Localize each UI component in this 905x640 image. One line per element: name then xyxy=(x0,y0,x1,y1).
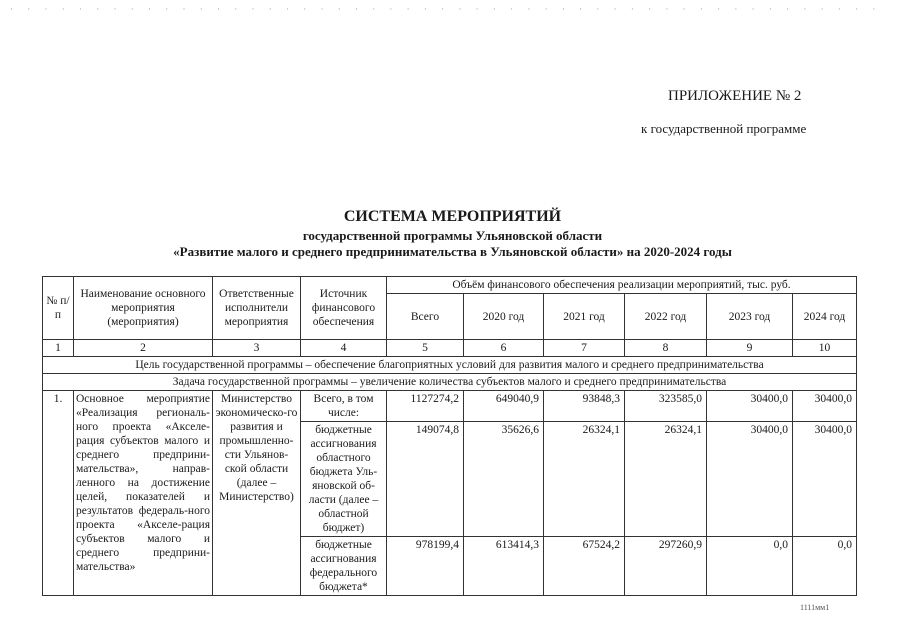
measures-table xyxy=(42,276,857,596)
col-number-1: 1 xyxy=(43,340,74,357)
value-federal-all: 978199,4 xyxy=(387,537,464,596)
scan-code: 1111мм1 xyxy=(800,603,830,612)
source-federal: бюджетные ассигнования федерального бюджета* xyxy=(301,537,387,596)
task-row xyxy=(43,374,857,391)
value-total-2020: 649040,9 xyxy=(464,391,544,422)
header-volume: Объём финансового обеспечения реализации мероприятий, тыс. руб. xyxy=(387,277,857,294)
header-2023: 2023 год xyxy=(707,294,793,340)
header-2024: 2024 год xyxy=(793,294,857,340)
header-total: Всего xyxy=(387,294,464,340)
document-title: СИСТЕМА МЕРОПРИЯТИЙ xyxy=(343,208,562,225)
col-number-8: 8 xyxy=(625,340,707,357)
task-text: Задача государственной программы – увеличение количества субъектов малого и среднего предпринимательства xyxy=(43,374,857,391)
header-source: Источник финансового обеспечения xyxy=(301,277,387,340)
header-2021: 2021 год xyxy=(544,294,625,340)
source-regional: бюджетные ассигнования областного бюджета Уль-яновской об-ласти (далее – областной бюджет) xyxy=(301,422,387,537)
source-total: Всего, в том числе: xyxy=(301,391,387,422)
header-row-1 xyxy=(43,277,857,294)
header-2022: 2022 год xyxy=(625,294,707,340)
item-number: 1. xyxy=(43,391,74,596)
value-regional-2024: 30400,0 xyxy=(793,422,857,537)
value-total-all: 1127274,2 xyxy=(387,391,464,422)
scan-artifact-dots: · · · · · · · · · · · · · · · · · · · · · · · · · · · · · · · · · · · · · · · · · · · · · · · · · · · xyxy=(10,4,882,14)
value-federal-2023: 0,0 xyxy=(707,537,793,596)
item-row-total xyxy=(43,391,857,422)
appendix-label: ПРИЛОЖЕНИЕ № 2 xyxy=(668,88,802,104)
col-number-9: 9 xyxy=(707,340,793,357)
value-regional-2022: 26324,1 xyxy=(625,422,707,537)
value-federal-2022: 297260,9 xyxy=(625,537,707,596)
value-regional-2023: 30400,0 xyxy=(707,422,793,537)
value-federal-2024: 0,0 xyxy=(793,537,857,596)
value-total-2023: 30400,0 xyxy=(707,391,793,422)
document-subtitle-1: государственной программы Ульяновской области xyxy=(302,228,603,243)
col-number-5: 5 xyxy=(387,340,464,357)
value-regional-2020: 35626,6 xyxy=(464,422,544,537)
col-number-7: 7 xyxy=(544,340,625,357)
col-number-3: 3 xyxy=(213,340,301,357)
appendix-subtitle: к государственной программе xyxy=(641,121,807,136)
col-number-10: 10 xyxy=(793,340,857,357)
header-num: № п/п xyxy=(43,277,74,340)
value-total-2021: 93848,3 xyxy=(544,391,625,422)
value-regional-2021: 26324,1 xyxy=(544,422,625,537)
value-regional-all: 149074,8 xyxy=(387,422,464,537)
goal-text: Цель государственной программы – обеспечение благоприятных условий для развития малого и среднего предпринимательства xyxy=(43,357,857,374)
item-name: Основное мероприятие «Реализация региональ-ного проекта «Акселе-рация субъектов малого и среднего предприни-мательства», направ-ленного на достижение целей, показателей и результатов федераль-ного проекта «Акселе-рация субъектов малого и среднего предприни-мательства» xyxy=(74,391,213,596)
goal-row xyxy=(43,357,857,374)
item-executor: Министерство экономическо-го развития и промышленно-сти Ульянов-ской области (далее – Министерство) xyxy=(213,391,301,596)
col-number-6: 6 xyxy=(464,340,544,357)
column-number-row xyxy=(43,340,857,357)
value-total-2024: 30400,0 xyxy=(793,391,857,422)
document-subtitle-2: «Развитие малого и среднего предпринимательства в Ульяновской области» на 2020-2024 годы xyxy=(173,244,732,259)
value-total-2022: 323585,0 xyxy=(625,391,707,422)
value-federal-2020: 613414,3 xyxy=(464,537,544,596)
value-federal-2021: 67524,2 xyxy=(544,537,625,596)
col-number-2: 2 xyxy=(74,340,213,357)
header-2020: 2020 год xyxy=(464,294,544,340)
header-name: Наименование основного мероприятия (мероприятия) xyxy=(74,277,213,340)
header-executors: Ответственные исполнители мероприятия xyxy=(213,277,301,340)
col-number-4: 4 xyxy=(301,340,387,357)
